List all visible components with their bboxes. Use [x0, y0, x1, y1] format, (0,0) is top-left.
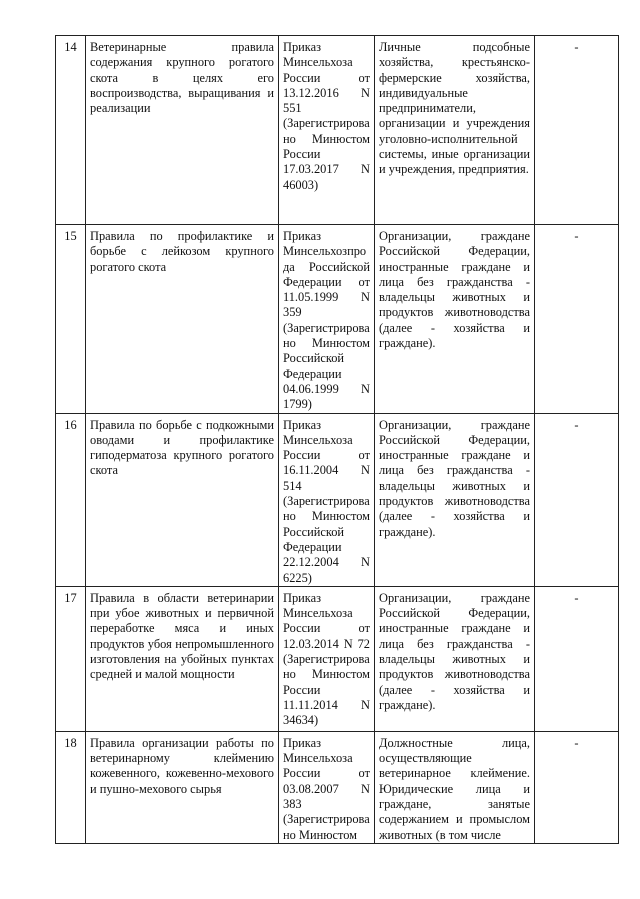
regulation-name: Правила по профилактике и борьбе с лейкозом крупного рогатого скота — [86, 225, 279, 414]
extra-column: - — [535, 413, 619, 586]
regulation-name: Ветеринарные правила содержания крупного рогатого скота в целях его воспроизводства, выращивания и реализации — [86, 36, 279, 225]
row-number: 14 — [56, 36, 86, 225]
regulated-subjects: Должностные лица, осуществляющие ветеринарное клеймение. Юридические лица и граждане, занятые содержанием и промыслом животных (в том числе — [375, 731, 535, 843]
row-number: 16 — [56, 413, 86, 586]
regulated-subjects: Организации, граждане Российской Федерации, иностранные граждане и лица без гражданства - владельцы животных и продуктов животноводства (далее - хозяйства и граждане). — [375, 586, 535, 731]
extra-column: - — [535, 36, 619, 225]
approving-act: Приказ Минсельхоза России от 13.12.2016 N 551 (Зарегистрирова но Минюстом России 17.03.2017 N 46003) — [279, 36, 375, 225]
row-number: 17 — [56, 586, 86, 731]
table-row — [56, 225, 619, 414]
regulation-name: Правила по борьбе с подкожными оводами и профилактике гиподерматоза крупного рогатого скота — [86, 413, 279, 586]
regulated-subjects: Организации, граждане Российской Федерации, иностранные граждане и лица без гражданства - владельцы животных и продуктов животноводства (далее - хозяйства и граждане). — [375, 225, 535, 414]
row-number: 18 — [56, 731, 86, 843]
table-row — [56, 731, 619, 843]
regulated-subjects: Организации, граждане Российской Федерации, иностранные граждане и лица без гражданства - владельцы животных и продуктов животноводства (далее - хозяйства и граждане). — [375, 413, 535, 586]
regulations-table — [55, 35, 619, 844]
table-row — [56, 36, 619, 225]
row-number: 15 — [56, 225, 86, 414]
regulated-subjects: Личные подсобные хозяйства, крестьянско-фермерские хозяйства, индивидуальные предприниматели, организации и учреждения уголовно-исполнительной системы, иные организации и учреждения, предприятия. — [375, 36, 535, 225]
regulation-name: Правила организации работы по ветеринарному клеймению кожевенного, кожевенно-мехового и пушно-мехового сырья — [86, 731, 279, 843]
approving-act: Приказ Минсельхоза России от 03.08.2007 N 383 (Зарегистрирова но Минюстом — [279, 731, 375, 843]
extra-column: - — [535, 586, 619, 731]
approving-act: Приказ Минсельхоза России от 16.11.2004 N 514 (Зарегистрирова но Минюстом Российской Федерации 22.12.2004 N 6225) — [279, 413, 375, 586]
regulation-name: Правила в области ветеринарии при убое животных и первичной переработке мяса и иных продуктов убоя непромышленного изготовления на убойных пунктах средней и малой мощности — [86, 586, 279, 731]
approving-act: Приказ Минсельхоза России от 12.03.2014 N 72 (Зарегистрирова но Минюстом России 11.11.2014 N 34634) — [279, 586, 375, 731]
extra-column: - — [535, 731, 619, 843]
approving-act: Приказ Минсельхозпро да Российской Федерации от 11.05.1999 N 359 (Зарегистрирова но Минюстом Российской Федерации 04.06.1999 N 1799) — [279, 225, 375, 414]
table-row — [56, 586, 619, 731]
extra-column: - — [535, 225, 619, 414]
table-row — [56, 413, 619, 586]
